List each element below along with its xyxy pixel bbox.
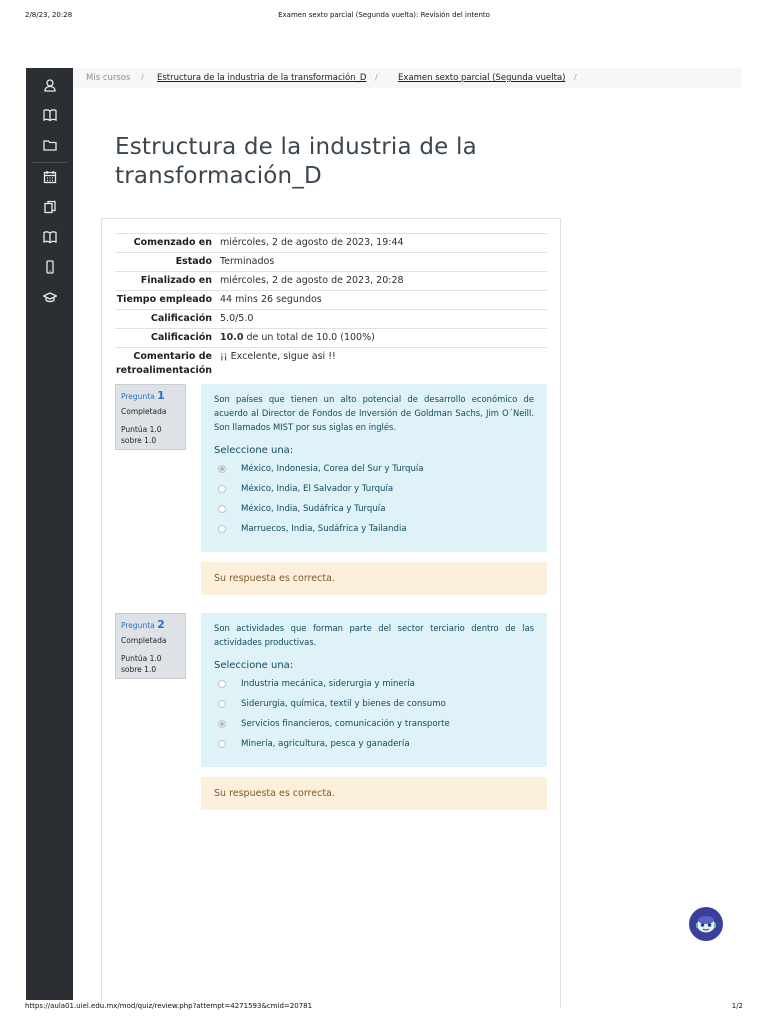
grade-label: Calificación	[150, 332, 212, 343]
book-icon[interactable]	[26, 100, 73, 130]
answer-prompt: Seleccione una:	[214, 445, 294, 456]
radio-button[interactable]	[218, 525, 226, 533]
question-state: Completada	[121, 636, 167, 645]
started-value: miércoles, 2 de agosto de 2023, 19:44	[220, 237, 404, 248]
answer-label: Siderurgia, química, textil y bienes de consumo	[241, 699, 446, 709]
print-footer	[0, 1002, 768, 1014]
question-number: Pregunta 1	[121, 389, 165, 402]
answer-label: México, Indonesia, Corea del Sur y Turquía	[241, 464, 424, 474]
calendar-icon[interactable]	[26, 162, 73, 192]
question-text: Son actividades que forman parte del sector terciario dentro de las actividades productivas.	[214, 623, 534, 647]
table-row	[115, 329, 547, 348]
question-info	[115, 613, 186, 679]
user-graduate-icon[interactable]	[26, 70, 73, 100]
mobile-icon[interactable]	[26, 252, 73, 282]
breadcrumb-separator: /	[141, 73, 144, 82]
table-row	[115, 348, 547, 381]
finished-value: miércoles, 2 de agosto de 2023, 20:28	[220, 275, 404, 286]
started-label: Comenzado en	[133, 237, 212, 248]
marks-label: Calificación	[150, 313, 212, 324]
question-text: Son países que tienen un alto potencial de desarrollo económico de acuerdo al Director de Fondos de Inversión de Goldman Sachs, Jim O´Neill. Son llamados MIST por sus siglas en inglés.	[214, 394, 534, 432]
radio-button[interactable]	[218, 680, 226, 688]
radio-button[interactable]	[218, 700, 226, 708]
answer-option[interactable]	[214, 714, 534, 734]
question-state: Completada	[121, 407, 167, 416]
answer-option[interactable]	[214, 734, 534, 754]
sidebar-nav	[26, 68, 73, 1000]
book-icon[interactable]	[26, 222, 73, 252]
attempt-summary-table	[115, 233, 547, 380]
answer-option[interactable]	[214, 479, 534, 499]
table-row	[115, 253, 547, 272]
print-title: Examen sexto parcial (Segunda vuelta): Revisión del intento	[278, 11, 490, 19]
radio-button[interactable]	[218, 505, 226, 513]
copy-icon[interactable]	[26, 192, 73, 222]
answer-label: Marruecos, India, Sudáfrica y Tailandia	[241, 524, 407, 534]
answer-option[interactable]	[214, 674, 534, 694]
breadcrumb-course-link[interactable]: Estructura de la industria de la transformación_D	[157, 73, 367, 83]
page-title: Estructura de la industria de la transformación_D	[115, 134, 477, 189]
radio-button-selected[interactable]	[218, 720, 226, 728]
feedback-value: ¡¡ Excelente, sigue asi !!	[220, 351, 336, 362]
question-formulation	[201, 384, 547, 552]
breadcrumb-separator: /	[375, 73, 378, 82]
breadcrumb-quiz-link[interactable]: Examen sexto parcial (Segunda vuelta)	[398, 73, 566, 83]
print-date: 2/8/23, 20:28	[25, 11, 73, 19]
answer-option[interactable]	[214, 499, 534, 519]
answer-label: México, India, El Salvador y Turquía	[241, 484, 394, 494]
radio-button[interactable]	[218, 485, 226, 493]
question-feedback: Su respuesta es correcta.	[201, 562, 547, 595]
folder-icon[interactable]	[26, 130, 73, 160]
feedback-label: Comentario de retroalimentación	[115, 351, 212, 376]
answer-prompt: Seleccione una:	[214, 660, 294, 671]
answer-label: México, India, Sudáfrica y Turquía	[241, 504, 386, 514]
answer-option[interactable]	[214, 694, 534, 714]
chat-assistant-button[interactable]	[689, 907, 723, 941]
answer-option[interactable]	[214, 519, 534, 539]
breadcrumb-my-courses[interactable]: Mis cursos	[86, 73, 131, 83]
breadcrumb	[73, 68, 742, 88]
print-page-number: 1/2	[731, 1002, 743, 1010]
marks-value: 5.0/5.0	[220, 313, 254, 324]
question-grade: Puntúa 1.0 sobre 1.0	[121, 425, 162, 445]
state-label: Estado	[175, 256, 212, 267]
table-row	[115, 310, 547, 329]
answer-option[interactable]	[214, 459, 534, 479]
answer-label: Minería, agricultura, pesca y ganadería	[241, 739, 410, 749]
table-row	[115, 291, 547, 310]
time-taken-label: Tiempo empleado	[116, 294, 212, 305]
question-number: Pregunta 2	[121, 618, 165, 631]
radio-button[interactable]	[218, 740, 226, 748]
finished-label: Finalizado en	[140, 275, 212, 286]
table-row	[115, 272, 547, 291]
question-info	[115, 384, 186, 450]
table-row	[115, 234, 547, 253]
radio-button-selected[interactable]	[218, 465, 226, 473]
answer-label: Industria mecánica, siderurgia y minería	[241, 679, 415, 689]
grade-value-bold: 10.0	[220, 332, 244, 343]
grade-value	[218, 329, 547, 348]
breadcrumb-separator: /	[574, 73, 577, 82]
graduation-cap-icon[interactable]	[26, 282, 73, 312]
grade-value-rest: de un total de 10.0 (100%)	[246, 332, 375, 343]
print-url: https://aula01.uiel.edu.mx/mod/quiz/review.php?attempt=4271593&cmid=20781	[25, 1002, 313, 1010]
state-value: Terminados	[220, 256, 275, 267]
question-grade: Puntúa 1.0 sobre 1.0	[121, 654, 162, 674]
robot-icon	[693, 911, 719, 937]
question-formulation	[201, 613, 547, 767]
answer-label: Servicios financieros, comunicación y transporte	[241, 719, 450, 729]
question-feedback: Su respuesta es correcta.	[201, 777, 547, 810]
time-taken-value: 44 mins 26 segundos	[220, 294, 322, 305]
print-header	[0, 11, 768, 23]
